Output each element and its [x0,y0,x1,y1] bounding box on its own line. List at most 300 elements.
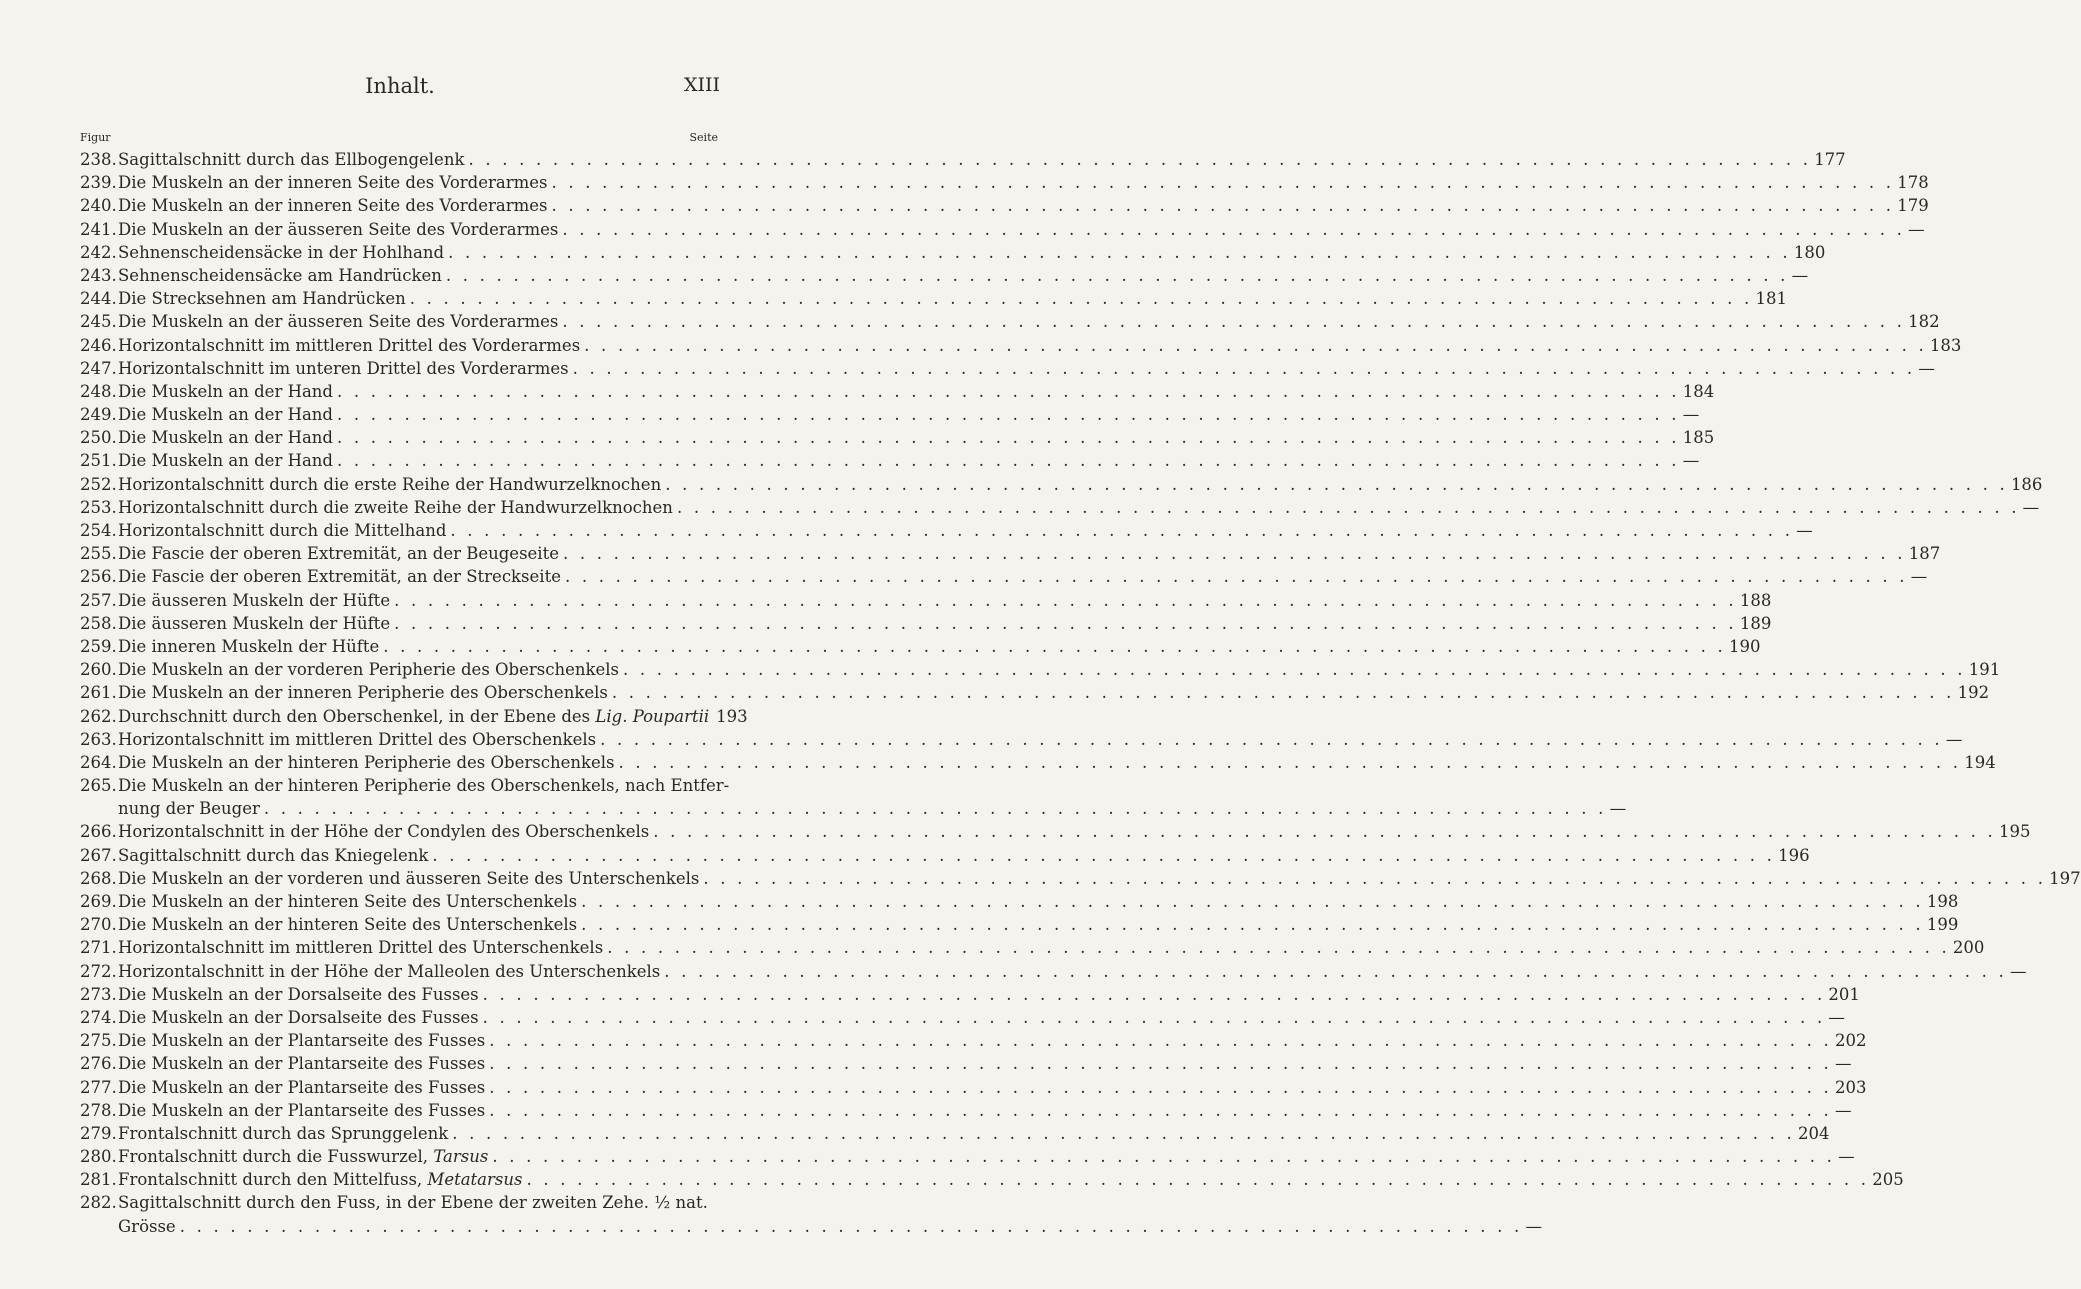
page-reference: 184 [1682,381,1715,401]
figure-title [118,890,577,913]
figure-title-text: Die Fascie der oberen Extremität, an der Beugeseite [118,544,559,564]
figure-number: 277. [80,1077,117,1097]
toc-entry-line [80,774,730,797]
figure-title-text: Sehnenscheidensäcke in der Hohlhand [118,242,445,262]
figure-title [118,820,649,843]
toc-entry [80,705,748,728]
toc-entry-line [80,681,1990,704]
toc-entry [80,380,1715,403]
toc-entry-line [80,241,1826,264]
dot-leader: . . . . . . . . . . . . . . . . . . . . . . . . . . . . . . . . . . . . . . . . . . . . . . . . . . . . . . . . . . . . . . . . . . . . . . . . . . . . . . . . [526,1170,1870,1190]
toc-entry [80,426,1715,449]
toc-entry-line [80,1076,1867,1099]
figure-title [118,241,444,264]
toc-entry [80,728,1963,751]
toc-entry-line [80,1145,1855,1168]
toc-entry-line [80,1006,1845,1029]
toc-entry [80,1029,1867,1052]
figure-title [118,658,619,681]
toc-entry-line [80,1168,1904,1191]
dot-leader: . . . . . . . . . . . . . . . . . . . . . . . . . . . . . . . . . . . . . . . . . . . . . . . . . . . . . . . . . . . . . . . . . . . . . . . . . . . . . . . . [562,544,1906,564]
dot-leader: . . . . . . . . . . . . . . . . . . . . . . . . . . . . . . . . . . . . . . . . . . . . . . . . . . . . . . . . . . . . . . . . . . . . . . . . . . . . . . . . [489,1054,1832,1074]
toc-entry [80,194,1929,217]
figure-title-text: Sagittalschnitt durch das Ellbogengelenk [118,150,465,169]
page-reference: — [1791,265,1809,285]
figure-number: 275. [80,1031,117,1051]
toc-entry-continuation [80,797,1627,820]
figure-number: 262. [80,706,117,726]
page-reference: 203 [1834,1077,1867,1097]
dot-leader: . . . . . . . . . . . . . . . . . . . . . . . . . . . . . . . . . . . . . . . . . . . . . . . . . . . . . . . . . . . . . . . . . . . . . . . . . . . . . . . . [337,405,1680,425]
page-reference: — [2022,497,2040,517]
page-reference: — [1525,1216,1542,1236]
dot-leader: . . . . . . . . . . . . . . . . . . . . . . . . . . . . . . . . . . . . . . . . . . . . . . . . . . . . . . . . . . . . . . . . . . . . . . . . . . . . . . . . [623,660,1966,680]
figure-title [118,194,547,217]
page-reference: 189 [1739,613,1772,633]
figure-number: 243. [80,265,117,285]
toc-entry-line [80,287,1787,310]
figure-title-text: Horizontalschnitt durch die Mittelhand [118,521,447,540]
toc-entry-line [80,751,1996,774]
toc-entry-line [80,519,1813,542]
toc-entry [80,148,1846,171]
toc-entry-line [80,565,1928,588]
page-reference: 197 [2049,868,2081,888]
figure-title-text: Die Muskeln an der hinteren Seite des Unterschenkels [118,915,578,935]
dot-leader: . . . . . . . . . . . . . . . . . . . . . . . . . . . . . . . . . . . . . . . . . . . . . . . . . . . . . . . . . . . . . . . . . . . . . . . . . . . . . . . . [607,938,1950,958]
figure-title-text: Horizontalschnitt im mittleren Drittel des Oberschenkels [118,729,597,749]
toc-entry [80,542,1941,565]
dot-leader: . . . . . . . . . . . . . . . . . . . . . . . . . . . . . . . . . . . . . . . . . . . . . . . . . . . . . . . . . . . . . . . . . . . . . . . . . . . . . . . . [489,1077,1832,1097]
figure-title-text: Die Fascie der oberen Extremität, an der Streckseite [118,567,561,587]
toc-entry-line [80,426,1715,449]
toc-entry [80,264,1809,287]
figure-number: 263. [80,729,117,749]
figure-title-text: Die inneren Muskeln der Hüfte [118,636,380,656]
dot-leader: . . . . . . . . . . . . . . . . . . . . . . . . . . . . . . . . . . . . . . . . . . . . . . . . . . . . . . . . . . . . . . . . . . . . . . . . . . . . . . . . [653,822,1996,842]
toc-entry [80,751,1996,774]
toc-entry [80,844,1810,867]
figure-title [118,310,558,333]
dot-leader: . . . . . . . . . . . . . . . . . . . . . . . . . . . . . . . . . . . . . . . . . . . . . . . . . . . . . . . . . . . . . . . . . . . . . . . . . . . . . . . . [564,567,1908,587]
dot-leader: . . . . . . . . . . . . . . . . . . . . . . . . . . . . . . . . . . . . . . . . . . . . . . . . . . . . . . . . . . . . . . . . . . . . . . . . . . . . . . . . [551,196,1895,216]
toc-list [80,148,2081,1238]
dot-leader: . . . . . . . . . . . . . . . . . . . . . . . . . . . . . . . . . . . . . . . . . . . . . . . . . . . . . . . . . . . . . . . . . . . . . . . . . . . . . . . . [492,1147,1836,1167]
figure-number: 259. [80,636,117,656]
toc-entry-line [80,218,1925,241]
toc-entry [80,218,1925,241]
page-reference: 201 [1828,984,1860,1004]
figure-title [118,728,596,751]
toc-entry [80,1006,1845,1029]
toc-entry [80,1099,1852,1122]
page-reference: 188 [1739,590,1772,610]
toc-entry [80,936,1985,959]
figure-title [118,565,561,588]
toc-entry [80,774,1627,820]
dot-leader: . . . . . . . . . . . . . . . . . . . . . . . . . . . . . . . . . . . . . . . . . . . . . . . . . . . . . . . . . . . . . . . . . . . . . . . . . . . . . . . . [665,474,2008,494]
figure-title [118,1076,485,1099]
figure-title [118,542,559,565]
page-reference: 186 [2010,474,2043,494]
toc-entry-line [80,380,1715,403]
dot-leader: . . . . . . . . . . . . . . . . . . . . . . . . . . . . . . . . . . . . . . . . . . . . . . . . . . . . . . . . . . . . . . . . . . . . . . . . . . . . . . . . [263,799,1607,819]
figure-title-text: Die Muskeln an der inneren Seite des Vorderarmes [118,173,548,193]
figure-number: 260. [80,660,117,680]
figure-title [118,287,406,310]
toc-entry-line [80,148,1846,171]
figure-title-text: Frontalschnitt durch die Fusswurzel, [118,1147,429,1167]
figure-number: 265. [80,776,117,796]
figure-title-text: Die äusseren Muskeln der Hüfte [118,613,391,633]
toc-entry [80,867,2081,890]
figure-number: 251. [80,451,117,471]
figure-title [118,519,446,542]
page-reference: — [1682,451,1700,471]
page-reference: 205 [1872,1170,1904,1190]
figure-title-text: Die Muskeln an der Hand [118,428,333,448]
dot-leader: . . . . . . . . . . . . . . . . . . . . . . . . . . . . . . . . . . . . . . . . . . . . . . . . . . . . . . . . . . . . . . . . . . . . . . . . . . . . . . . . [432,845,1776,865]
toc-entry-line [80,334,1962,357]
page-reference: 187 [1908,544,1941,564]
figure-title [118,148,464,171]
figure-title-text: Die Muskeln an der hinteren Peripherie des Oberschenkels [118,752,615,772]
toc-entry-line [80,658,2001,681]
figure-title [118,1099,485,1122]
toc-entry-line [80,820,2031,843]
toc-entry [80,960,2027,983]
figure-title [118,218,558,241]
page-number: XIII [683,74,720,96]
figure-number: 238. [80,150,117,169]
figure-title [118,1122,448,1145]
figure-title [118,705,709,728]
figure-number: 280. [80,1147,117,1167]
page-reference: — [1834,1100,1852,1120]
toc-entry-line [80,357,1935,380]
page-reference: 196 [1778,845,1810,865]
figure-title-italic: Lig. Poupartii [595,706,710,726]
toc-entry [80,612,1772,635]
page-reference: 180 [1793,242,1826,262]
figure-title-text: Die Muskeln an der hinteren Peripherie des Oberschenkels, nach Entfer- [118,776,730,796]
dot-leader: . . . . . . . . . . . . . . . . . . . . . . . . . . . . . . . . . . . . . . . . . . . . . . . . . . . . . . . . . . . . . . . . . . . . . . . . . . . . . . . . [468,150,1812,169]
toc-entry [80,1191,1542,1237]
toc-entry [80,890,1959,913]
figure-number: 244. [80,289,117,309]
dot-leader: . . . . . . . . . . . . . . . . . . . . . . . . . . . . . . . . . . . . . . . . . . . . . . . . . . . . . . . . . . . . . . . . . . . . . . . . . . . . . . . . [489,1100,1832,1120]
toc-entry-continuation [80,1215,1542,1238]
figure-title [118,867,699,890]
toc-entry [80,496,2040,519]
figure-title-text: Horizontalschnitt durch die erste Reihe der Handwurzelknochen [118,474,662,494]
figure-number: 255. [80,544,117,564]
figure-title [118,1191,708,1214]
figure-title-text: Die Muskeln an der Hand [118,381,333,401]
figure-number: 269. [80,892,117,911]
toc-entry-line [80,913,1959,936]
dot-leader: . . . . . . . . . . . . . . . . . . . . . . . . . . . . . . . . . . . . . . . . . . . . . . . . . . . . . . . . . . . . . . . . . . . . . . . . . . . . . . . . [676,497,2020,517]
figure-title [118,774,729,797]
figure-number: 261. [80,683,117,703]
figure-number: 266. [80,822,117,842]
page-reference: — [1945,729,1963,749]
figure-title-text: Die Muskeln an der hinteren Seite des Unterschenkels [118,892,578,911]
toc-entry-line [80,705,748,728]
figure-title [118,357,569,380]
page-reference: — [1796,521,1813,540]
figure-title-text: Horizontalschnitt im mittleren Drittel des Unterschenkels [118,938,604,958]
figure-title-text: Die Muskeln an der inneren Seite des Vorderarmes [118,196,548,216]
toc-entry [80,310,1940,333]
figure-title [118,960,660,983]
toc-entry [80,1168,1904,1191]
column-head-figure: Figur [80,131,111,144]
dot-leader: . . . . . . . . . . . . . . . . . . . . . . . . . . . . . . . . . . . . . . . . . . . . . . . . . . . . . . . . . . . . . . . . . . . . . . . . . . . . . . . . [337,451,1680,471]
figure-title-text: Die Muskeln an der äusseren Seite des Vorderarmes [118,312,559,332]
dot-leader: . . . . . . . . . . . . . . . . . . . . . . . . . . . . . . . . . . . . . . . . . . . . . . . . . . . . . . . . . . . . . . . . . . . . . . . . . . . . . . . . [383,636,1726,656]
toc-entry-line [80,542,1941,565]
toc-entry-line [80,983,1860,1006]
toc-entry-line [80,403,1700,426]
page-reference: 177 [1814,150,1846,169]
toc-entry [80,171,1929,194]
figure-number: 282. [80,1193,117,1213]
toc-entry [80,241,1826,264]
dot-leader: . . . . . . . . . . . . . . . . . . . . . . . . . . . . . . . . . . . . . . . . . . . . . . . . . . . . . . . . . . . . . . . . . . . . . . . . . . . . . . . . [337,428,1680,448]
figure-title-italic: Metatarsus [427,1170,523,1190]
toc-entry-line [80,728,1963,751]
toc-entry [80,565,1928,588]
toc-entry-line [80,449,1700,472]
figure-title-text: Sehnenscheidensäcke am Handrücken [118,265,442,285]
figure-number: 248. [80,381,117,401]
figure-title-text: Die äusseren Muskeln der Hüfte [118,590,391,610]
figure-title-text: Die Muskeln an der Plantarseite des Fusses [118,1054,486,1074]
figure-number: 272. [80,961,117,981]
figure-title-continuation: Grösse [118,1216,176,1236]
figure-title [118,612,390,635]
toc-entry-line [80,1191,722,1214]
figure-number: 256. [80,567,117,587]
toc-entry-line [80,844,1810,867]
page-reference: 199 [1926,915,1959,935]
figure-title-text: Horizontalschnitt durch die zweite Reihe der Handwurzelknochen [118,497,673,517]
dot-leader: . . . . . . . . . . . . . . . . . . . . . . . . . . . . . . . . . . . . . . . . . . . . . . . . . . . . . . . . . . . . . . . . . . . . . . . . . . . . . . . . [664,961,2007,981]
page-reference: 195 [1999,822,2031,842]
dot-leader: . . . . . . . . . . . . . . . . . . . . . . . . . . . . . . . . . . . . . . . . . . . . . . . . . . . . . . . . . . . . . . . . . . . . . . . . . . . . . . . . [445,265,1789,285]
toc-entry [80,1052,1852,1075]
figure-title [118,844,428,867]
figure-title [118,171,547,194]
figure-number: 252. [80,474,117,494]
page-reference: — [1838,1147,1855,1167]
page-reference: 192 [1957,683,1990,703]
dot-leader: . . . . . . . . . . . . . . . . . . . . . . . . . . . . . . . . . . . . . . . . . . . . . . . . . . . . . . . . . . . . . . . . . . . . . . . . . . . . . . . . [394,590,1737,610]
toc-entry-line [80,1099,1852,1122]
dot-leader: . . . . . . . . . . . . . . . . . . . . . . . . . . . . . . . . . . . . . . . . . . . . . . . . . . . . . . . . . . . . . . . . . . . . . . . . . . . . . . . . [337,381,1680,401]
page-reference: 190 [1728,636,1761,656]
page-header [0,74,800,104]
figure-number: 278. [80,1100,117,1120]
toc-entry-line [80,867,2081,890]
page-reference: 204 [1797,1123,1830,1143]
figure-number: 281. [80,1170,117,1190]
figure-title [118,1168,522,1191]
toc-entry-line [80,1029,1867,1052]
figure-title [118,1145,488,1168]
toc-entry-line [80,473,2043,496]
figure-title-text: Die Muskeln an der Hand [118,451,333,471]
figure-title [118,751,614,774]
figure-title-text: Die Strecksehnen am Handrücken [118,289,406,309]
figure-number: 247. [80,358,117,378]
figure-title-text: Die Muskeln an der äusseren Seite des Vorderarmes [118,219,559,239]
figure-title [118,380,333,403]
figure-number: 241. [80,219,117,239]
figure-title-text: Frontalschnitt durch den Mittelfuss, [118,1170,423,1190]
toc-entry-line [80,496,2040,519]
dot-leader: . . . . . . . . . . . . . . . . . . . . . . . . . . . . . . . . . . . . . . . . . . . . . . . . . . . . . . . . . . . . . . . . . . . . . . . . . . . . . . . . [562,312,1906,332]
figure-number: 242. [80,242,117,262]
figure-title [118,589,390,612]
figure-number: 276. [80,1054,117,1074]
page-reference: 191 [1968,660,2001,680]
page-reference: 198 [1926,892,1959,911]
dot-leader: . . . . . . . . . . . . . . . . . . . . . . . . . . . . . . . . . . . . . . . . . . . . . . . . . . . . . . . . . . . . . . . . . . . . . . . . . . . . . . . . [584,335,1927,355]
figure-title [118,1029,485,1052]
figure-number: 257. [80,590,117,610]
page-reference: — [1682,405,1700,425]
figure-number: 271. [80,938,117,958]
page-reference: — [1828,1007,1845,1027]
dot-leader: . . . . . . . . . . . . . . . . . . . . . . . . . . . . . . . . . . . . . . . . . . . . . . . . . . . . . . . . . . . . . . . . . . . . . . . . . . . . . . . . [703,868,2047,888]
figure-title-text: Die Muskeln an der Plantarseite des Fusses [118,1100,486,1120]
dot-leader: . . . . . . . . . . . . . . . . . . . . . . . . . . . . . . . . . . . . . . . . . . . . . . . . . . . . . . . . . . . . . . . . . . . . . . . . . . . . . . . . [562,219,1906,239]
figure-title [118,334,580,357]
page-reference: 183 [1929,335,1962,355]
dot-leader: . . . . . . . . . . . . . . . . . . . . . . . . . . . . . . . . . . . . . . . . . . . . . . . . . . . . . . . . . . . . . . . . . . . . . . . . . . . . . . . . [179,1216,1523,1236]
toc-entry [80,635,1761,658]
figure-number: 258. [80,613,117,633]
dot-leader: . . . . . . . . . . . . . . . . . . . . . . . . . . . . . . . . . . . . . . . . . . . . . . . . . . . . . . . . . . . . . . . . . . . . . . . . . . . . . . . . [482,1007,1826,1027]
figure-title-text: Die Muskeln an der Hand [118,405,333,425]
toc-entry-line [80,612,1772,635]
figure-title-text: Horizontalschnitt in der Höhe der Malleolen des Unterschenkels [118,961,661,981]
toc-entry [80,983,1860,1006]
dot-leader: . . . . . . . . . . . . . . . . . . . . . . . . . . . . . . . . . . . . . . . . . . . . . . . . . . . . . . . . . . . . . . . . . . . . . . . . . . . . . . . . [450,521,1794,540]
figure-number: 267. [80,845,117,865]
toc-entry-line [80,589,1772,612]
toc-entry-line [80,635,1761,658]
figure-title-text: Die Muskeln an der Dorsalseite des Fusses [118,1007,479,1027]
figure-title-text: Durchschnitt durch den Oberschenkel, in der Ebene des [118,706,591,726]
toc-entry [80,403,1700,426]
page-reference: — [1918,358,1935,378]
page-reference: 193 [716,706,748,726]
page-reference: 200 [1952,938,1985,958]
toc-entry [80,1076,1867,1099]
figure-number: 250. [80,428,117,448]
figure-title [118,635,379,658]
toc-entry [80,681,1990,704]
page-reference: 202 [1834,1031,1867,1051]
toc-entry-line [80,310,1940,333]
figure-title-text: Horizontalschnitt im mittleren Drittel des Vorderarmes [118,335,581,355]
figure-title-text: Die Muskeln an der Dorsalseite des Fusses [118,984,479,1004]
toc-entry [80,449,1700,472]
figure-number: 245. [80,312,117,332]
figure-title-text: Die Muskeln an der vorderen Peripherie des Oberschenkels [118,660,620,680]
dot-leader: . . . . . . . . . . . . . . . . . . . . . . . . . . . . . . . . . . . . . . . . . . . . . . . . . . . . . . . . . . . . . . . . . . . . . . . . . . . . . . . . [394,613,1737,633]
toc-entry [80,820,2031,843]
toc-entry-line [80,1122,1830,1145]
dot-leader: . . . . . . . . . . . . . . . . . . . . . . . . . . . . . . . . . . . . . . . . . . . . . . . . . . . . . . . . . . . . . . . . . . . . . . . . . . . . . . . . [482,984,1826,1004]
page-reference: — [1609,799,1627,819]
figure-number: 249. [80,405,117,425]
figure-title-text: Die Muskeln an der Plantarseite des Fusses [118,1031,486,1051]
figure-title [118,426,333,449]
page-title: Inhalt. [365,74,435,98]
toc-entry-line [80,890,1959,913]
page-reference: 179 [1897,196,1929,216]
page-reference: — [2009,961,2027,981]
dot-leader: . . . . . . . . . . . . . . . . . . . . . . . . . . . . . . . . . . . . . . . . . . . . . . . . . . . . . . . . . . . . . . . . . . . . . . . . . . . . . . . . [409,289,1753,309]
page-reference: — [1834,1054,1852,1074]
figure-title-continuation: nung der Beuger [118,799,260,819]
toc-entry [80,334,1962,357]
toc-entry-line [80,194,1929,217]
figure-title-text: Horizontalschnitt im unteren Drittel des Vorderarmes [118,358,569,378]
page-reference: 182 [1908,312,1940,332]
dot-leader: . . . . . . . . . . . . . . . . . . . . . . . . . . . . . . . . . . . . . . . . . . . . . . . . . . . . . . . . . . . . . . . . . . . . . . . . . . . . . . . . [581,892,1924,911]
figure-title [118,403,333,426]
toc-entry-line [80,1052,1852,1075]
figure-title [118,936,603,959]
page-reference: 185 [1682,428,1715,448]
figure-number: 239. [80,173,117,193]
figure-number: 273. [80,984,117,1004]
page-reference: — [1910,567,1928,587]
column-headings [80,131,720,145]
figure-title-italic: Tarsus [433,1147,489,1167]
toc-entry [80,287,1787,310]
page-reference: 181 [1755,289,1787,309]
figure-number: 270. [80,915,117,935]
figure-title-text: Frontalschnitt durch das Sprunggelenk [118,1123,449,1143]
figure-title [118,1052,485,1075]
figure-number: 268. [80,868,117,888]
figure-title-text: Sagittalschnitt durch den Fuss, in der Ebene der zweiten Zehe. ½ nat. [118,1193,708,1213]
dot-leader: . . . . . . . . . . . . . . . . . . . . . . . . . . . . . . . . . . . . . . . . . . . . . . . . . . . . . . . . . . . . . . . . . . . . . . . . . . . . . . . . [452,1123,1795,1143]
toc-entry [80,357,1935,380]
dot-leader: . . . . . . . . . . . . . . . . . . . . . . . . . . . . . . . . . . . . . . . . . . . . . . . . . . . . . . . . . . . . . . . . . . . . . . . . . . . . . . . . [581,915,1924,935]
page-reference: 194 [1964,752,1996,772]
figure-title-text: Horizontalschnitt in der Höhe der Condylen des Oberschenkels [118,822,650,842]
figure-title-text: Die Muskeln an der inneren Peripherie des Oberschenkels [118,683,608,703]
figure-title-text: Die Muskeln an der Plantarseite des Fusses [118,1077,486,1097]
figure-number: 274. [80,1007,117,1027]
toc-entry [80,589,1772,612]
page-reference: — [1908,219,1925,239]
toc-entry-line [80,960,2027,983]
dot-leader: . . . . . . . . . . . . . . . . . . . . . . . . . . . . . . . . . . . . . . . . . . . . . . . . . . . . . . . . . . . . . . . . . . . . . . . . . . . . . . . . [618,752,1962,772]
dot-leader: . . . . . . . . . . . . . . . . . . . . . . . . . . . . . . . . . . . . . . . . . . . . . . . . . . . . . . . . . . . . . . . . . . . . . . . . . . . . . . . . [489,1031,1832,1051]
toc-entry-line [80,936,1985,959]
figure-title [118,264,442,287]
figure-title [118,449,333,472]
figure-title [118,983,479,1006]
